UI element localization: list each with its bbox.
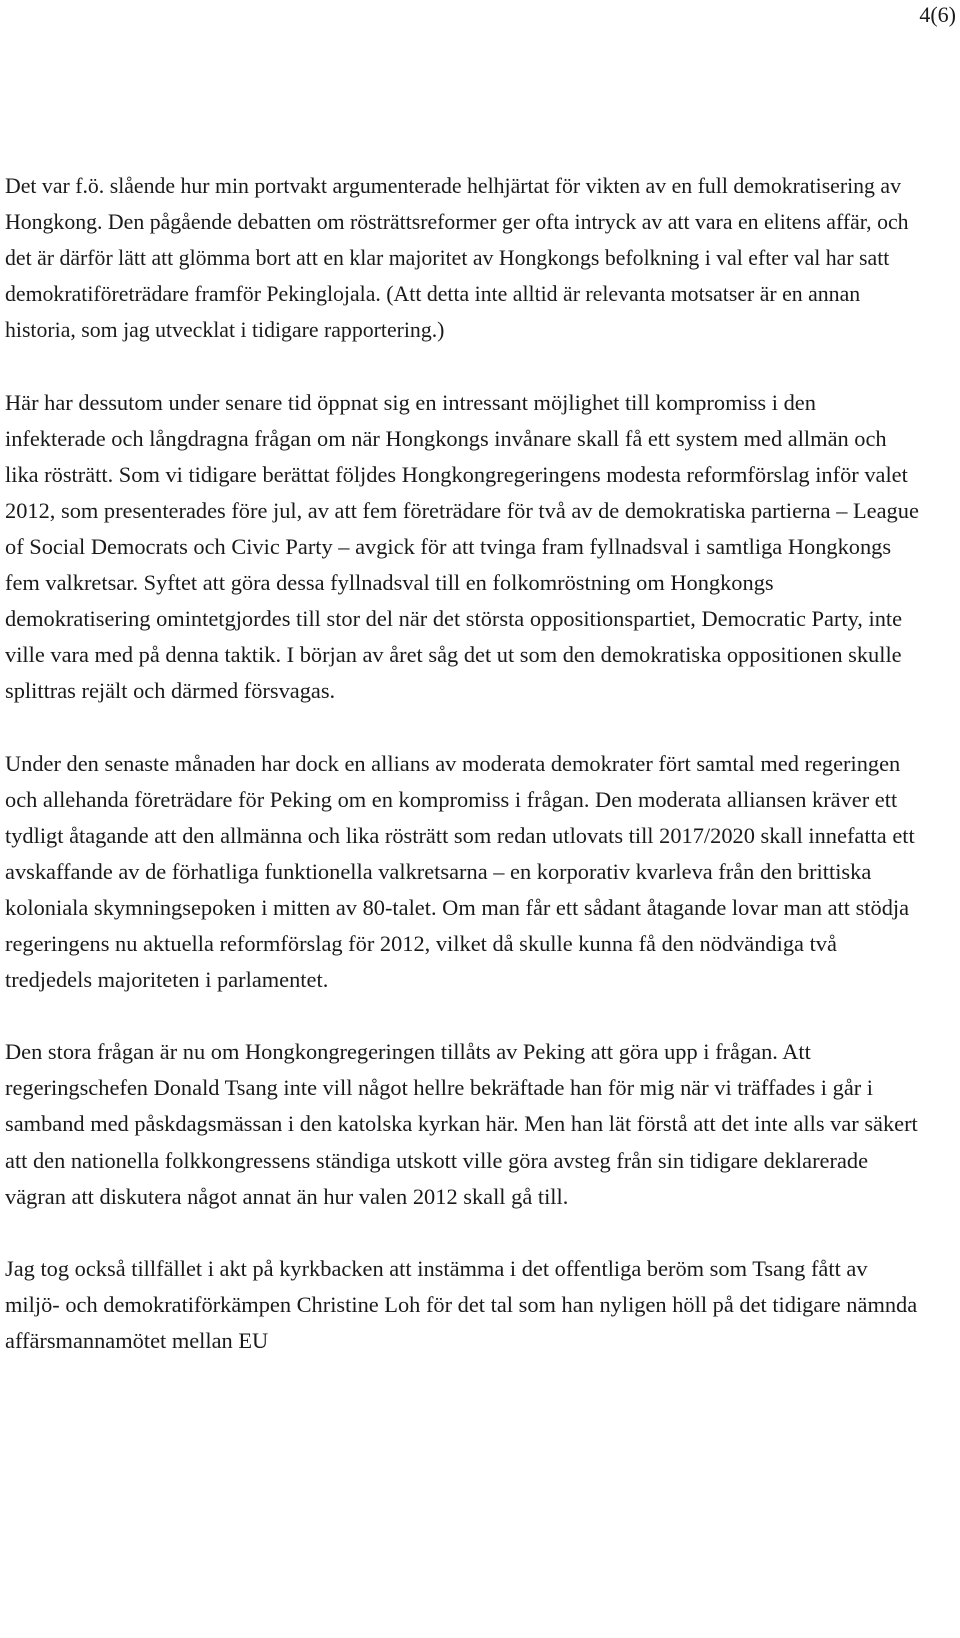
page-number: 4(6) bbox=[919, 2, 956, 27]
document-body bbox=[5, 168, 920, 1395]
paragraph-5: Jag tog också tillfället i akt på kyrkbacken att instämma i det offentliga beröm som Tsang fått av miljö- och demokratiförkämpen Christine Loh för det tal som han nyligen höll på det tidigare nämnda affärsmannamötet mellan EU bbox=[5, 1255, 918, 1353]
paragraph-2: Här har dessutom under senare tid öppnat sig en intressant möjlighet till kompromiss i den infekterade och långdragna frågan om när Hongkongs invånare skall få ett system med allmän och lika rösträtt. Som vi tidigare berättat följdes Hongkongregeringens modesta reformförslag inför valet 2012, som presenterades före jul, av att fem företrädare för två av de demokratiska partierna – League of Social Democrats och Civic Party – avgick för att tvinga fram fyllnadsval i samtliga Hongkongs fem valkretsar. Syftet att göra dessa fyllnadsval till en folkomröstning om Hongkongs demokratisering omintetgjordes till stor del när det största oppositionspartiet, Democratic Party, inte ville vara med på denna taktik. I början av året såg det ut som den demokratiska oppositionen skulle splittras rejält och därmed försvagas. bbox=[5, 389, 919, 704]
paragraph-4: Den stora frågan är nu om Hongkongregeringen tillåts av Peking att göra upp i frågan. Att regeringschefen Donald Tsang inte vill något hellre bekräftade han för mig när vi träffades i går i samband med påskdagsmässan i den katolska kyrkan här. Men han lät förstå att det inte alls var säkert att den nationella folkkongressens ständiga utskott ville göra avsteg från sin tidigare deklarerade vägran att diskutera något annat än hur valen 2012 skall gå till. bbox=[5, 1039, 918, 1209]
paragraph-1: Det var f.ö. slående hur min portvakt argumenterade helhjärtat för vikten av en full demokratisering av Hongkong. Den pågående debatten om rösträttsreformer ger ofta intryck av att vara en elitens affär, och det är därför lätt att glömma bort att en klar majoritet av Hongkongs befolkning i val efter val har satt demokratiföreträdare framför Pekinglojala. (Att detta inte alltid är relevanta motsatser är en annan historia, som jag utvecklat i tidigare rapportering.) bbox=[5, 174, 909, 343]
paragraph-3: Under den senaste månaden har dock en allians av moderata demokrater fört samtal med regeringen och allehanda företrädare för Peking om en kompromiss i frågan. Den moderata alliansen kräver ett tydligt åtagande att den allmänna och lika rösträtt som redan utlovats till 2017/2020 skall innefatta ett avskaffande av de förhatliga funktionella valkretsarna – en korporativ kvarleva från den brittiska koloniala skymningsepoken i mitten av 80-talet. Om man får ett sådant åtagande lovar man att stödja regeringens nu aktuella reformförslag för 2012, vilket då skulle kunna få den nödvändiga två tredjedels majoriteten i parlamentet. bbox=[5, 750, 915, 993]
